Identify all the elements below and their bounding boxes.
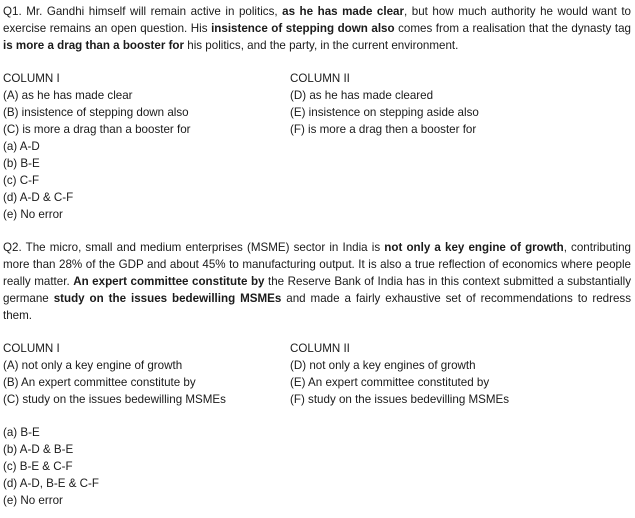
q2-options xyxy=(3,424,631,509)
q1-option: (a) A-D xyxy=(3,140,40,153)
q1-segment: his politics, and the party, in the current environment. xyxy=(184,39,459,52)
q2-segment: the Reserve Bank of India has in this context submitted a substantially germane xyxy=(3,275,631,305)
q2-column-1 xyxy=(3,340,290,408)
q2-column-2 xyxy=(290,340,630,408)
q1-column-2-item: (E) insistence on stepping aside also xyxy=(290,106,479,119)
q2-column-2-header: COLUMN II xyxy=(290,342,350,355)
q1-passage xyxy=(3,3,631,54)
q1-column-1 xyxy=(3,70,290,138)
q1-option: (b) B-E xyxy=(3,157,40,170)
q2-segment: , contributing more than 28% of the GDP and about 45% to manufacturing output. It is also a true reflection of economics where people really matter. xyxy=(3,241,632,288)
q2-column-2-item: (E) An expert committee constituted by xyxy=(290,376,490,389)
q1-option: (d) A-D & C-F xyxy=(3,191,74,204)
q2-columns xyxy=(3,340,631,408)
q1-column-2-item: (D) as he has made cleared xyxy=(290,89,434,102)
q1-column-2-header: COLUMN II xyxy=(290,72,350,85)
q2-column-2-item: (F) study on the issues bedevilling MSMEs xyxy=(290,393,510,406)
spacer xyxy=(3,223,631,239)
q1-column-1-header: COLUMN I xyxy=(3,72,60,85)
q1-segment: , but how much authority he would want to exercise remains an open question. His xyxy=(3,5,631,35)
q2-option: (e) No error xyxy=(3,494,63,507)
q1-column-2 xyxy=(290,70,630,138)
q1-column-2-item: (F) is more a drag then a booster for xyxy=(290,123,477,136)
q2-segment: Q2. The micro, small and medium enterprises (MSME) sector in India is xyxy=(3,241,385,254)
q2-highlight-b: An expert committee constitute by xyxy=(73,275,265,288)
q1-columns xyxy=(3,70,631,138)
q2-option: (b) A-D & B-E xyxy=(3,443,74,456)
q2-segment: and made a fairly exhaustive set of recommendations to redress them. xyxy=(3,292,631,322)
q2-column-1-item: (A) not only a key engine of growth xyxy=(3,359,183,372)
q2-option: (d) A-D, B-E & C-F xyxy=(3,477,99,490)
q2-column-1-item: (C) study on the issues bedewilling MSMEs xyxy=(3,393,226,406)
q2-column-1-header: COLUMN I xyxy=(3,342,60,355)
q2-column-2-item: (D) not only a key engines of growth xyxy=(290,359,476,372)
q1-options xyxy=(3,138,631,223)
spacer xyxy=(3,408,631,424)
q2-highlight-c: study on the issues bedewilling MSMEs xyxy=(53,292,282,305)
q1-highlight-b: insistence of stepping down also xyxy=(211,22,395,35)
q1-option: (c) C-F xyxy=(3,174,40,187)
q2-column-1-item: (B) An expert committee constitute by xyxy=(3,376,196,389)
q1-column-1-item: (A) as he has made clear xyxy=(3,89,133,102)
q2-option: (a) B-E xyxy=(3,426,40,439)
q1-highlight-a: as he has made clear xyxy=(282,5,405,18)
q1-column-1-item: (B) insistence of stepping down also xyxy=(3,106,189,119)
q2-highlight-a: not only a key engine of growth xyxy=(384,241,564,254)
q1-segment: Q1. Mr. Gandhi himself will remain active in politics, xyxy=(3,5,283,18)
q2-passage xyxy=(3,239,631,324)
q2-option: (c) B-E & C-F xyxy=(3,460,73,473)
spacer xyxy=(3,54,631,70)
q1-highlight-c: is more a drag than a booster for xyxy=(3,39,185,52)
q1-column-1-item: (C) is more a drag than a booster for xyxy=(3,123,191,136)
q1-segment: comes from a realisation that the dynasty tag xyxy=(394,22,631,35)
q1-option: (e) No error xyxy=(3,208,63,221)
spacer xyxy=(3,324,631,340)
